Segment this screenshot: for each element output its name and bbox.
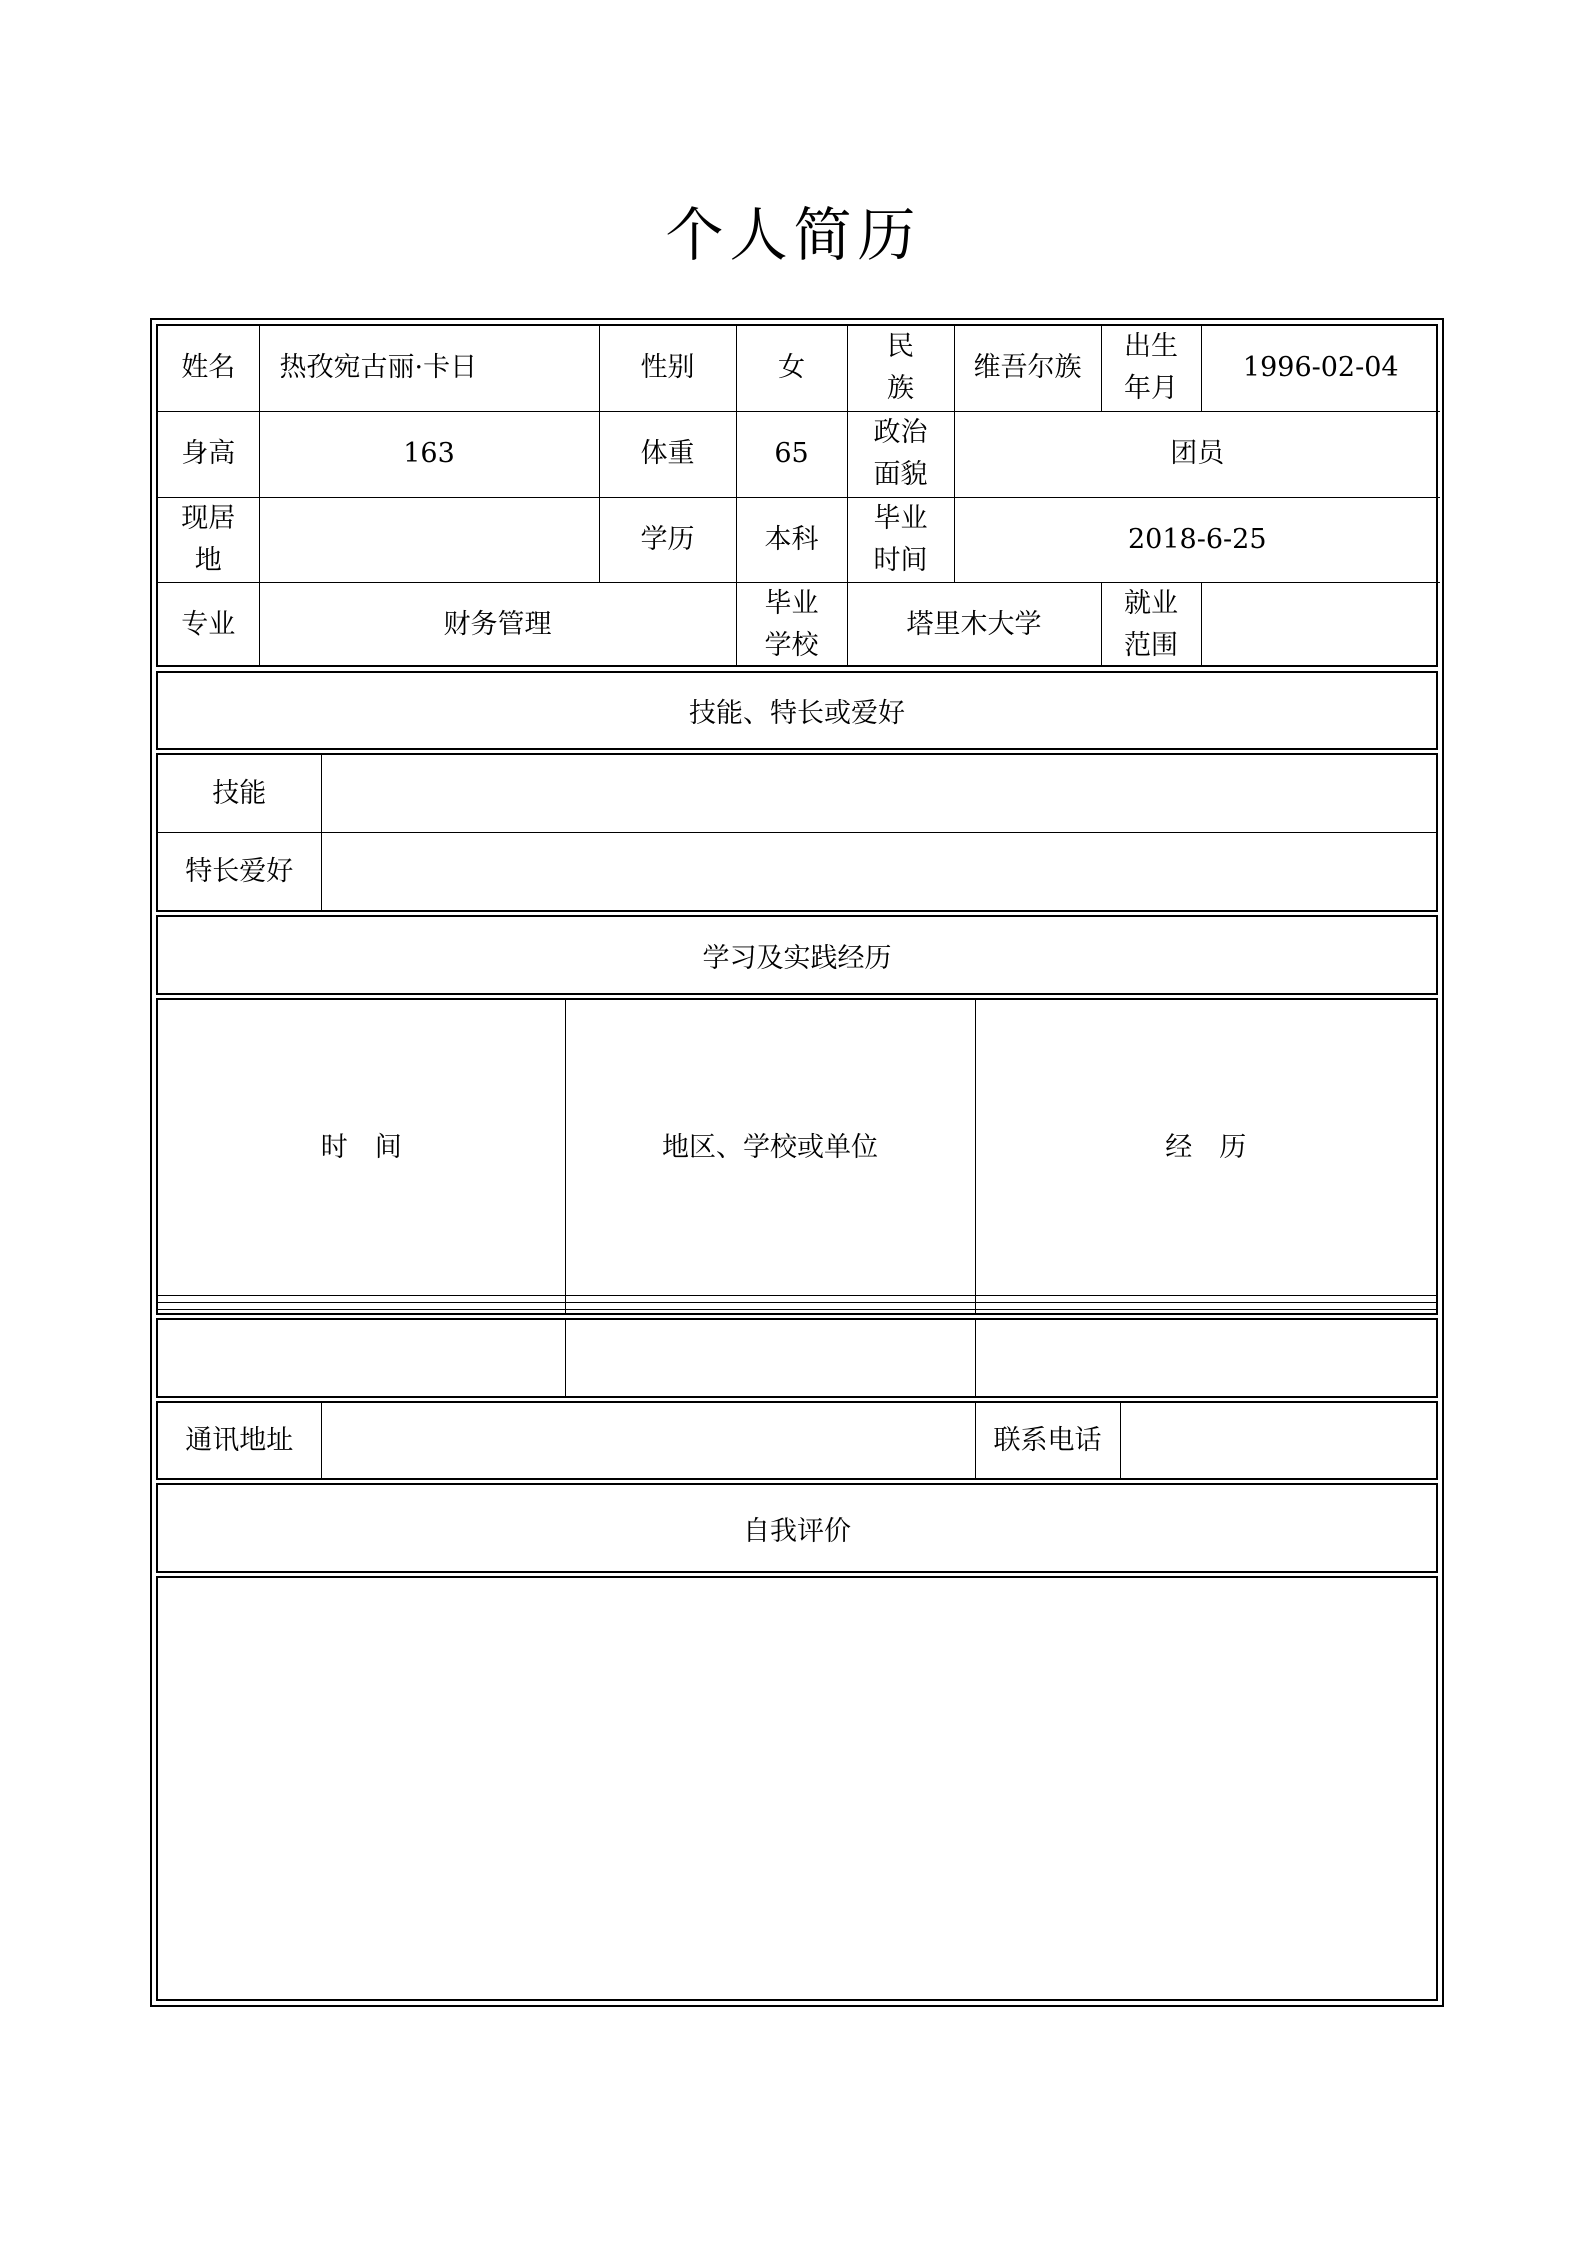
skills-header: 技能、特长或爱好 [689, 698, 905, 729]
hobby-label: 特长爱好 [158, 833, 321, 911]
residence-value[interactable] [259, 497, 599, 582]
exp-place-cell[interactable] [565, 1303, 975, 1310]
exp-detail-cell[interactable] [975, 1320, 1436, 1396]
exp-time-cell[interactable] [158, 1296, 565, 1303]
name-label: 姓名 [158, 326, 259, 411]
ethnicity-label: 民 族 [847, 326, 954, 411]
weight-value[interactable]: 65 [736, 411, 847, 497]
scope-value[interactable] [1201, 582, 1440, 667]
self-eval-content[interactable] [158, 1578, 1436, 1618]
skills-section [156, 753, 1438, 912]
scope-label: 就业 范围 [1101, 582, 1201, 667]
skill-label: 技能 [158, 755, 321, 833]
basic-info-section [156, 324, 1438, 667]
skills-header-section [156, 671, 1438, 750]
phone-label: 联系电话 [975, 1403, 1120, 1478]
height-value[interactable]: 163 [259, 411, 599, 497]
birth-label: 出生 年月 [1101, 326, 1201, 411]
weight-label: 体重 [599, 411, 736, 497]
height-label: 身高 [158, 411, 259, 497]
major-label: 专业 [158, 582, 259, 667]
grad-time-label: 毕业 时间 [847, 497, 954, 582]
table-row [158, 1303, 1436, 1310]
exp-detail-cell[interactable] [975, 1310, 1436, 1313]
exp-time-cell[interactable] [158, 1320, 565, 1396]
ethnicity-value[interactable]: 维吾尔族 [954, 326, 1101, 411]
exp-time-cell[interactable] [158, 1303, 565, 1310]
education-label: 学历 [599, 497, 736, 582]
exp-detail-cell[interactable] [975, 1303, 1436, 1310]
self-eval-header-section [156, 1483, 1438, 1573]
address-label: 通讯地址 [158, 1403, 321, 1478]
page-title: 个人简历 [665, 201, 922, 269]
col-time-header: 时 间 [158, 1000, 565, 1296]
political-value[interactable]: 团员 [954, 411, 1440, 497]
grad-time-value[interactable]: 2018-6-25 [954, 497, 1440, 582]
exp-time-cell[interactable] [158, 1310, 565, 1313]
skill-value[interactable] [321, 755, 1436, 833]
major-value[interactable]: 财务管理 [259, 582, 736, 667]
exp-place-cell[interactable] [565, 1320, 975, 1396]
hobby-value[interactable] [321, 833, 1436, 911]
birth-value[interactable]: 1996-02-04 [1201, 326, 1440, 411]
address-value[interactable] [321, 1403, 975, 1478]
self-eval-section[interactable] [156, 1576, 1438, 2001]
self-eval-header: 自我评价 [743, 1515, 851, 1547]
experience-extra-section [156, 1318, 1438, 1398]
resume-frame [150, 318, 1444, 2007]
exp-place-cell[interactable] [565, 1296, 975, 1303]
exp-place-cell[interactable] [565, 1310, 975, 1313]
experience-section [156, 998, 1438, 1315]
school-label: 毕业 学校 [736, 582, 847, 667]
education-value[interactable]: 本科 [736, 497, 847, 582]
residence-label: 现居 地 [158, 497, 259, 582]
table-row [158, 1296, 1436, 1303]
table-row [158, 1310, 1436, 1313]
school-value[interactable]: 塔里木大学 [847, 582, 1101, 667]
gender-label: 性别 [599, 326, 736, 411]
contact-section [156, 1401, 1438, 1480]
exp-detail-cell[interactable] [975, 1296, 1436, 1303]
col-place-header: 地区、学校或单位 [565, 1000, 975, 1296]
table-row [158, 1320, 1436, 1396]
gender-value[interactable]: 女 [736, 326, 847, 411]
name-value[interactable]: 热孜宛古丽·卡日 [259, 326, 599, 411]
phone-value[interactable] [1120, 1403, 1436, 1478]
experience-header-section [156, 915, 1438, 995]
experience-header: 学习及实践经历 [702, 942, 892, 974]
political-label: 政治 面貌 [847, 411, 954, 497]
col-exp-header: 经 历 [975, 1000, 1436, 1296]
